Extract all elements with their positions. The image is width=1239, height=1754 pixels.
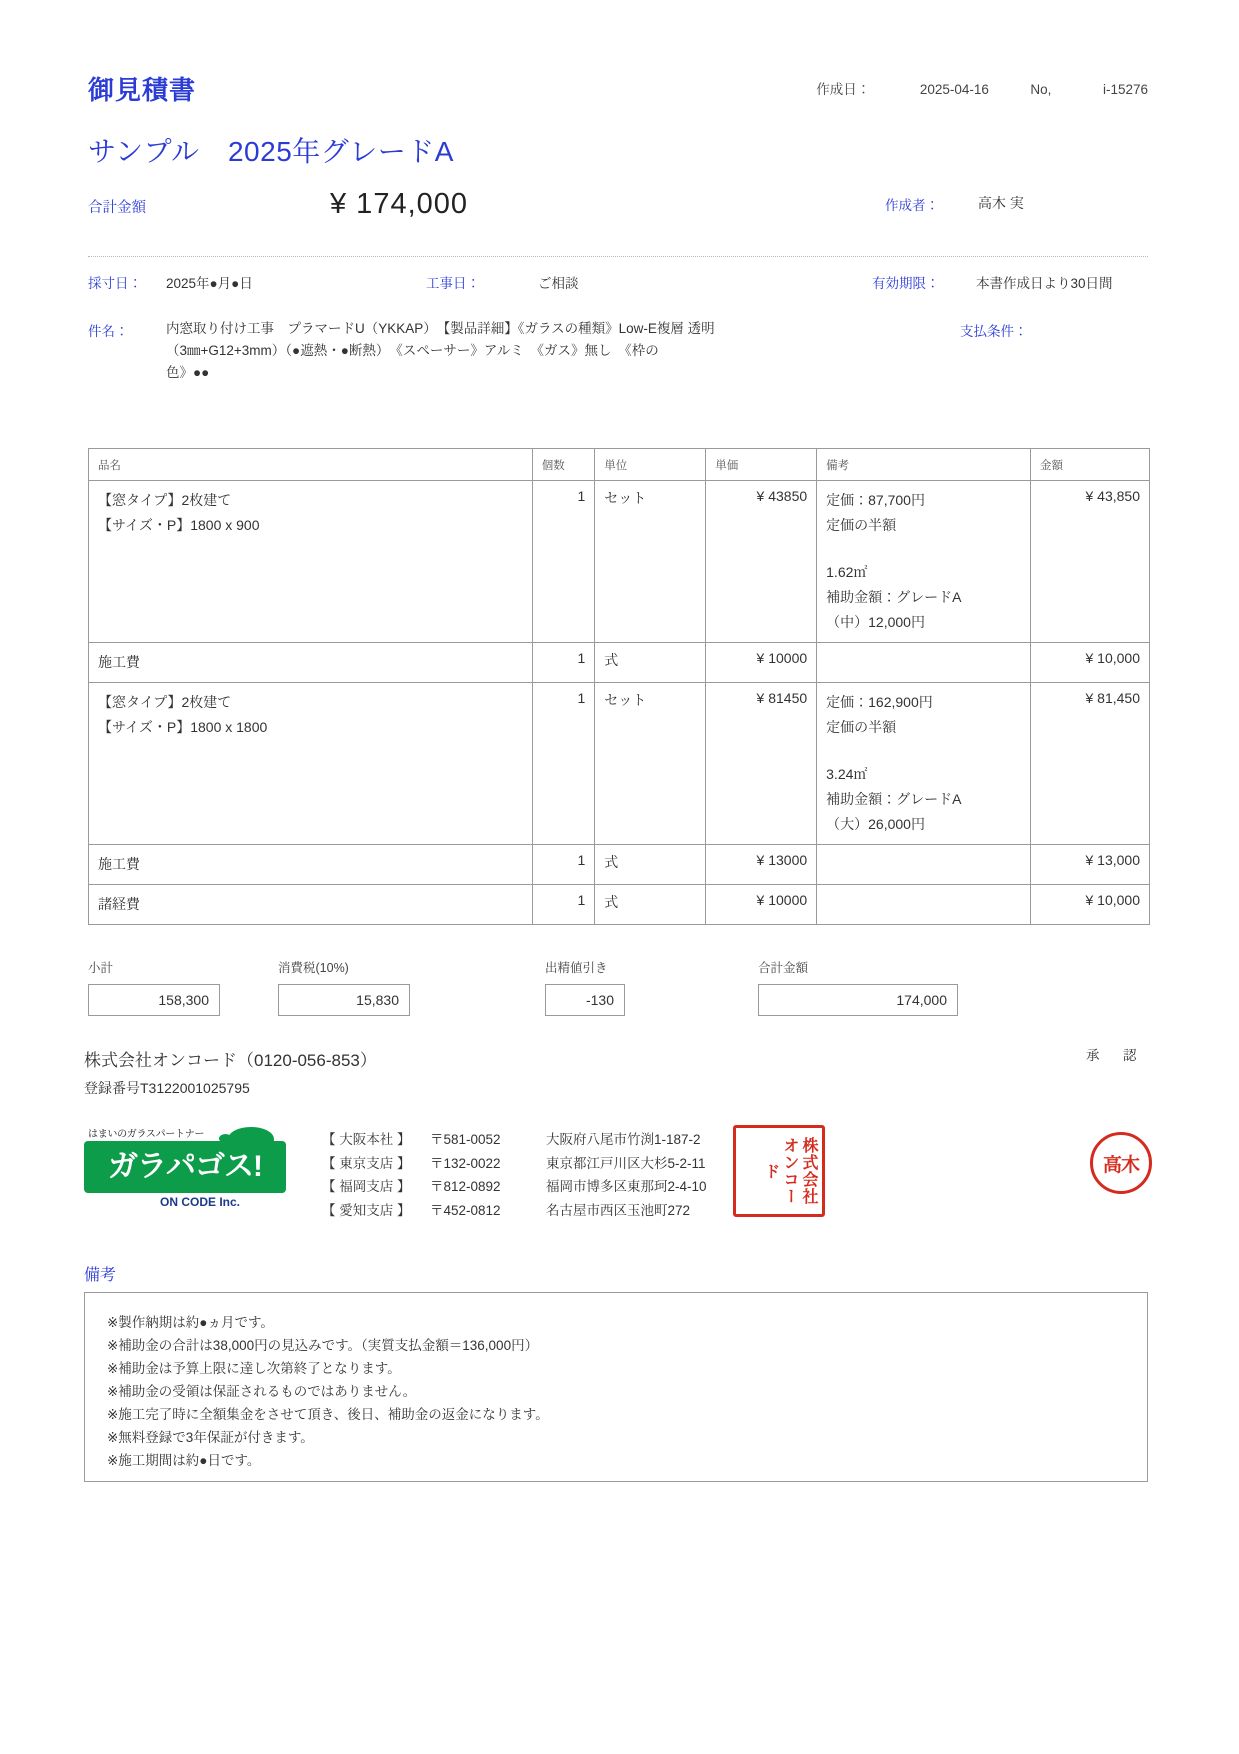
cell-amount: ¥ 10,000 [1030,885,1149,925]
note-line-1: 定価：162,900円 [826,694,933,710]
subject-line-1: 内窓取り付け工事 プラマードU（YKKAP） 【製品詳細】《ガラスの種類》Low-E複層 透明 [166,321,715,336]
company-logo [84,1125,286,1213]
item-name-line-2: 【サイズ・P】1800 x 900 [98,517,260,533]
document-meta [816,78,1148,98]
table-row [89,683,1150,845]
discount-label: 出精値引き [545,961,608,975]
cell-note [817,643,1031,683]
grand-total-value[interactable]: 174,000 [758,984,958,1016]
cell-price: ¥ 43850 [706,481,817,643]
note-line-3: 1.62㎡ [826,564,868,580]
note-line-4: 補助金額：グレードA [826,589,962,605]
branch-zip: 〒132-0022 [430,1155,501,1171]
column-header-unit: 単位 [595,449,706,481]
cell-unit: セット [595,481,706,643]
payment-terms-label: 支払条件： [960,324,1028,339]
remarks-line: ※補助金の合計は38,000円の見込みです。（実質支払金額＝136,000円） [107,1338,539,1353]
branch-list [322,1128,707,1222]
cell-amount: ¥ 81,450 [1030,683,1149,845]
cell-price: ¥ 81450 [706,683,817,845]
subtotal-label: 小計 [88,961,114,975]
note-line-4: 補助金額：グレードA [826,791,962,807]
cell-qty: 1 [532,885,595,925]
document-no-value: i-15276 [1102,82,1148,97]
cell-note [817,481,1031,643]
subtotal-box [88,958,220,1016]
item-name-line-2: 【サイズ・P】1800 x 1800 [98,719,268,735]
created-date-label: 作成日： [816,82,871,97]
remarks-box [84,1292,1148,1482]
column-header-price: 単価 [706,449,817,481]
grand-total-label: 合計金額 [758,961,809,975]
work-date-label: 工事日： [426,276,480,291]
cell-item-name [89,481,533,643]
cell-unit: 式 [595,643,706,683]
note-line-5: （大）26,000円 [826,816,925,832]
tax-box [278,958,410,1016]
branch-name: 【 大阪本社 】 [322,1132,411,1147]
branch-name: 【 愛知支店 】 [322,1202,411,1218]
approval-label: 承 認 [1086,1048,1142,1063]
branch-zip: 〒452-0812 [430,1202,501,1218]
cell-item-name [89,683,533,845]
cell-qty: 1 [532,643,595,683]
cell-price: ¥ 13000 [706,845,817,885]
cell-unit: 式 [595,885,706,925]
document-title: 御見積書 [88,75,197,105]
validity-value: 本書作成日より30日間 [976,276,1113,291]
item-name-line-1: 【窓タイプ】2枚建て [98,694,232,710]
subtotal-value[interactable]: 158,300 [88,984,220,1016]
list-item [322,1199,707,1223]
discount-box [545,958,625,1016]
branch-name: 【 福岡支店 】 [322,1179,411,1194]
list-item [322,1128,707,1152]
list-item [322,1175,707,1199]
remarks-line: ※施工期間は約●日です。 [107,1453,261,1468]
note-line-3: 3.24㎡ [826,766,868,782]
remarks-line: ※補助金は予算上限に達し次第終了となります。 [107,1361,401,1376]
cell-note [817,885,1031,925]
header-total-label: 合計金額 [88,200,146,216]
remarks-line: ※無料登録で3年保証が付きます。 [107,1430,314,1445]
cell-amount: ¥ 43,850 [1030,481,1149,643]
remarks-title: 備考 [84,1267,117,1284]
cell-item-name: 諸経費 [89,885,533,925]
item-name-line-1: 【窓タイプ】2枚建て [98,492,232,508]
column-header-note: 備考 [817,449,1031,481]
work-date-value: ご相談 [538,276,579,291]
remarks-line: ※製作納期は約●ヵ月です。 [107,1315,274,1330]
subject-line-3: 色》●● [166,365,210,380]
branch-address: 名古屋市西区玉池町272 [546,1202,691,1218]
cell-note [817,845,1031,885]
tax-value[interactable]: 15,830 [278,984,410,1016]
header-total-value: ¥ 174,000 [330,188,469,220]
branch-address: 東京都江戸川区大杉5-2-11 [546,1155,706,1171]
logo-tagline: はまいのガラスパートナー [88,1129,205,1140]
totals-section [88,958,1148,1028]
cell-item-name: 施工費 [89,845,533,885]
creator-label: 作成者： [885,198,939,213]
cell-qty: 1 [532,845,595,885]
items-table-header-row [89,449,1150,481]
logo-subtext: ON CODE Inc. [160,1195,241,1209]
document-no-label: No, [1030,82,1052,97]
survey-date-label: 採寸日： [88,276,142,291]
cell-unit: 式 [595,845,706,885]
cell-item-name: 施工費 [89,643,533,683]
note-line-2: 定価の半額 [826,719,897,735]
tax-label: 消費税(10%) [278,961,349,975]
personal-seal-stamp: 高木 [1090,1132,1152,1194]
column-header-amount: 金額 [1030,449,1149,481]
grand-total-box [758,958,958,1016]
created-date-value: 2025-04-16 [919,82,989,97]
note-line-1: 定価：87,700円 [826,492,925,508]
company-name: 株式会社オンコード（0120-056-853） [84,1051,377,1070]
header-top-row [88,70,1148,110]
cell-price: ¥ 10000 [706,643,817,683]
company-registration-number: 登録番号T3122001025795 [84,1080,250,1096]
subject-body [166,318,846,384]
subject-line-2: （3㎜+G12+3mm）（●遮熱・●断熱） 《スペーサー》アルミ 《ガス》無し 《枠の [166,343,659,358]
branch-address: 大阪府八尾市竹渕1-187-2 [546,1132,701,1147]
branch-zip: 〒581-0052 [430,1132,501,1147]
table-row [89,643,1150,683]
note-spacer [826,538,1021,560]
header-divider [88,256,1148,257]
branch-zip: 〒812-0892 [430,1179,501,1194]
table-row [89,845,1150,885]
table-row [89,481,1150,643]
discount-value[interactable]: -130 [545,984,625,1016]
list-item [322,1152,707,1176]
table-row [89,885,1150,925]
column-header-qty: 個数 [532,449,595,481]
cell-amount: ¥ 13,000 [1030,845,1149,885]
quotation-subject-title: サンプル 2025年グレードA [88,136,454,167]
note-line-5: （中）12,000円 [826,614,925,630]
logo-wordmark: ガラパゴス! [84,1141,286,1193]
cell-unit: セット [595,683,706,845]
cell-price: ¥ 10000 [706,885,817,925]
items-table [88,448,1150,925]
note-line-2: 定価の半額 [826,517,897,533]
cell-qty: 1 [532,683,595,845]
validity-label: 有効期限： [872,276,940,291]
remarks-line: ※施工完了時に全額集金をさせて頂き、後日、補助金の返金になります。 [107,1407,549,1422]
column-header-name: 品名 [89,449,533,481]
note-spacer [826,740,1021,762]
cell-amount: ¥ 10,000 [1030,643,1149,683]
survey-date-value: 2025年●月●日 [166,276,253,291]
cell-note [817,683,1031,845]
remarks-line: ※補助金の受領は保証されるものではありません。 [107,1384,417,1399]
creator-value: 高木 実 [978,195,1024,211]
subject-label: 件名： [88,324,129,339]
company-seal-stamp: 株式会社オンコード [733,1125,825,1217]
branch-address: 福岡市博多区東那珂2-4-10 [546,1179,707,1194]
branch-name: 【 東京支店 】 [322,1155,411,1171]
cell-qty: 1 [532,481,595,643]
